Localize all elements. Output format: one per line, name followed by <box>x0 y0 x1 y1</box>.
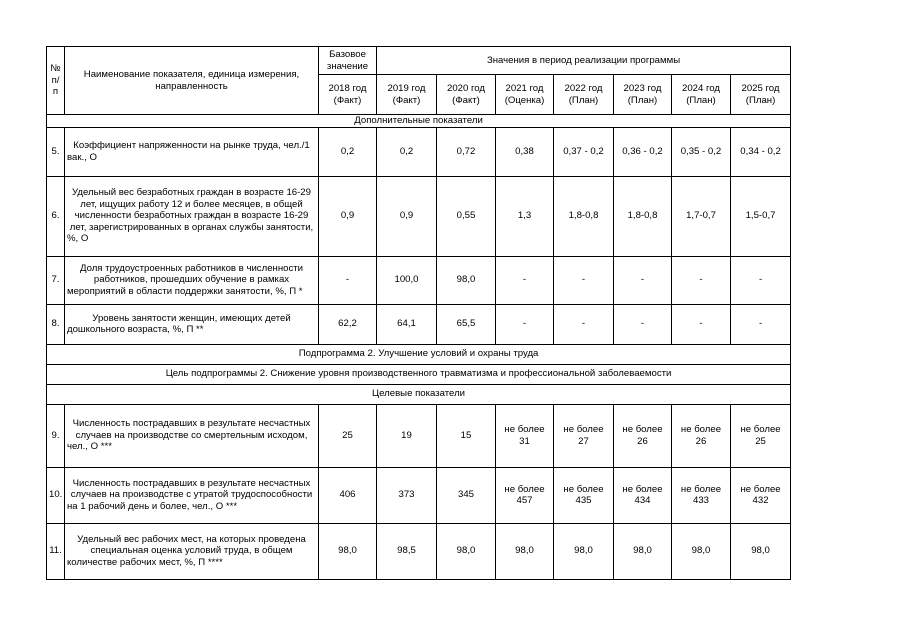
indicator-value: - <box>672 256 731 304</box>
indicator-value: - <box>614 256 672 304</box>
header-row-1 <box>47 47 791 75</box>
header-year: 2021 год (Оценка) <box>496 75 554 115</box>
header-period: Значения в период реализации программы <box>377 47 791 75</box>
section-row <box>47 344 791 364</box>
indicator-value: 62,2 <box>319 304 377 344</box>
indicator-value: 25 <box>319 404 377 467</box>
indicator-name: Численность пострадавших в результате несчастных случаев на производстве со смертельным исходом, чел., О *** <box>65 404 319 467</box>
indicator-value: 345 <box>437 467 496 523</box>
row-number: 5. <box>47 127 65 176</box>
indicator-value: 98,0 <box>672 523 731 579</box>
indicators-table <box>46 46 791 580</box>
indicator-value: 0,2 <box>319 127 377 176</box>
indicator-value: - <box>319 256 377 304</box>
indicator-value: 98,0 <box>437 256 496 304</box>
indicator-value: не более 26 <box>672 404 731 467</box>
indicator-value: 1,8-0,8 <box>554 176 614 256</box>
section-goal2: Цель подпрограммы 2. Снижение уровня производственного травматизма и профессиональной заболеваемости <box>47 364 791 384</box>
indicator-name: Доля трудоустроенных работников в численности работников, прошедших обучение в рамках мероприятий в области поддержки занятости, %, П * <box>65 256 319 304</box>
header-year: 2022 год (План) <box>554 75 614 115</box>
table-row <box>47 304 791 344</box>
indicator-value: 0,37 - 0,2 <box>554 127 614 176</box>
indicator-name: Удельный вес рабочих мест, на которых проведена специальная оценка условий труда, в общем количестве рабочих мест, %, П **** <box>65 523 319 579</box>
indicator-value: 373 <box>377 467 437 523</box>
indicator-value: - <box>672 304 731 344</box>
section-target: Целевые показатели <box>47 384 791 404</box>
indicator-value: 98,0 <box>614 523 672 579</box>
row-number: 9. <box>47 404 65 467</box>
indicator-value: не более 457 <box>496 467 554 523</box>
indicator-value: не более 434 <box>614 467 672 523</box>
indicator-value: 1,8-0,8 <box>614 176 672 256</box>
indicator-value: 98,0 <box>319 523 377 579</box>
indicator-value: не более 31 <box>496 404 554 467</box>
indicator-value: не более 27 <box>554 404 614 467</box>
indicator-value: 65,5 <box>437 304 496 344</box>
indicator-value: 0,34 - 0,2 <box>731 127 791 176</box>
indicator-value: 1,3 <box>496 176 554 256</box>
section-row <box>47 364 791 384</box>
indicator-value: 0,55 <box>437 176 496 256</box>
section-additional: Дополнительные показатели <box>47 115 791 128</box>
table-row <box>47 127 791 176</box>
section-row <box>47 384 791 404</box>
row-number: 11. <box>47 523 65 579</box>
indicator-value: 0,2 <box>377 127 437 176</box>
indicator-value: 1,5-0,7 <box>731 176 791 256</box>
indicator-value: - <box>731 304 791 344</box>
indicator-value: 0,36 - 0,2 <box>614 127 672 176</box>
indicator-value: 98,0 <box>731 523 791 579</box>
indicator-value: 0,9 <box>377 176 437 256</box>
table-row <box>47 523 791 579</box>
indicator-value: - <box>554 304 614 344</box>
indicator-value: не более 433 <box>672 467 731 523</box>
indicator-value: 98,5 <box>377 523 437 579</box>
row-number: 8. <box>47 304 65 344</box>
table-row <box>47 467 791 523</box>
indicator-value: 64,1 <box>377 304 437 344</box>
indicator-name: Численность пострадавших в результате несчастных случаев на производстве с утратой трудоспособности на 1 рабочий день и более, чел., О *** <box>65 467 319 523</box>
row-number: 6. <box>47 176 65 256</box>
indicator-value: - <box>496 256 554 304</box>
indicator-value: - <box>554 256 614 304</box>
indicator-value: 98,0 <box>437 523 496 579</box>
table-row <box>47 256 791 304</box>
indicator-value: 406 <box>319 467 377 523</box>
indicator-value: - <box>496 304 554 344</box>
row-number: 10. <box>47 467 65 523</box>
header-year: 2025 год (План) <box>731 75 791 115</box>
indicator-value: 0,72 <box>437 127 496 176</box>
section-subprogram2: Подпрограмма 2. Улучшение условий и охраны труда <box>47 344 791 364</box>
header-num: № п/п <box>47 47 65 115</box>
indicator-value: - <box>731 256 791 304</box>
table-row <box>47 404 791 467</box>
indicator-name: Удельный вес безработных граждан в возрасте 16-29 лет, ищущих работу 12 и более месяцев, в общей численности безработных граждан в возрасте 16-29 лет, зарегистрированных в органах службы занятости, %, О <box>65 176 319 256</box>
header-name: Наименование показателя, единица измерения, направленность <box>65 47 319 115</box>
indicator-value: не более 435 <box>554 467 614 523</box>
indicator-value: 0,38 <box>496 127 554 176</box>
header-year: 2020 год (Факт) <box>437 75 496 115</box>
header-year: 2024 год (План) <box>672 75 731 115</box>
indicator-value: 0,9 <box>319 176 377 256</box>
indicator-name: Уровень занятости женщин, имеющих детей дошкольного возраста, %, П ** <box>65 304 319 344</box>
header-year: 2019 год (Факт) <box>377 75 437 115</box>
indicator-name: Коэффициент напряженности на рынке труда, чел./1 вак., О <box>65 127 319 176</box>
section-row <box>47 115 791 128</box>
indicator-value: не более 432 <box>731 467 791 523</box>
indicator-value: не более 25 <box>731 404 791 467</box>
indicator-value: 98,0 <box>496 523 554 579</box>
header-year: 2018 год (Факт) <box>319 75 377 115</box>
indicator-value: 15 <box>437 404 496 467</box>
indicator-value: 100,0 <box>377 256 437 304</box>
row-number: 7. <box>47 256 65 304</box>
indicator-value: 19 <box>377 404 437 467</box>
header-base: Базовое значение <box>319 47 377 75</box>
indicator-value: не более 26 <box>614 404 672 467</box>
header-year: 2023 год (План) <box>614 75 672 115</box>
indicator-value: 98,0 <box>554 523 614 579</box>
indicator-value: 0,35 - 0,2 <box>672 127 731 176</box>
indicator-value: - <box>614 304 672 344</box>
indicator-value: 1,7-0,7 <box>672 176 731 256</box>
table-row <box>47 176 791 256</box>
